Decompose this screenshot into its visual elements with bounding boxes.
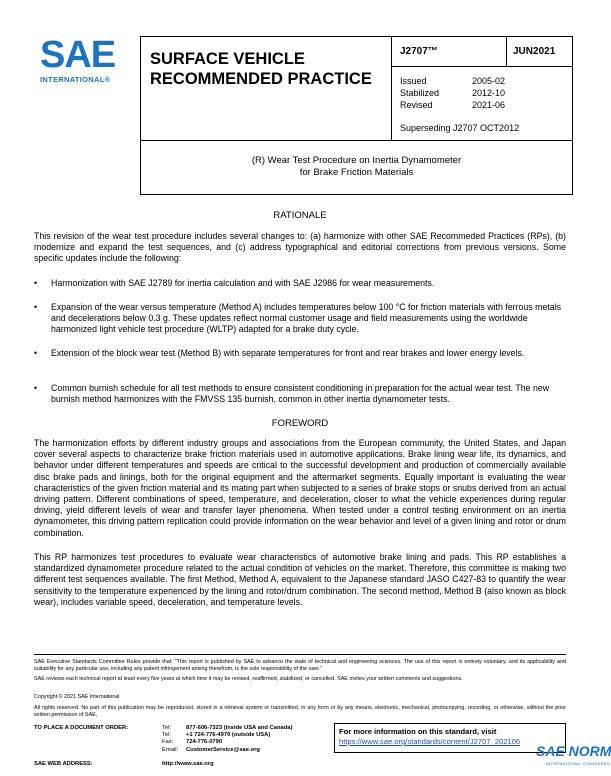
rationale-intro: This revision of the wear test procedure includes several changes to: (a) harmonize with other SAE Recommeded Practices (RPs), (b) modernize and expand the test sequences, and (c) address typographical and editorial corrections from previous versions. Some specific updates include the following: (34, 231, 566, 264)
watermark-text: SAE NORM (536, 743, 611, 759)
tel1-value: 877-606-7323 (inside USA and Canada) (186, 725, 293, 731)
revised-value: 2021-06 (472, 100, 506, 110)
superseding-note: Superseding J2707 OCT2012 (400, 123, 520, 133)
fax-value: 724-776-0790 (186, 739, 223, 746)
bullet-icon: • (34, 278, 38, 288)
email-label: Email: (162, 746, 179, 753)
doc-title-line-1: (R) Wear Test Procedure on Inertia Dynamometer (251, 155, 462, 166)
web-link[interactable]: http://www.sae.org (162, 761, 214, 767)
rationale-heading: RATIONALE (273, 210, 327, 221)
stabilized-value: 2012-10 (472, 88, 506, 98)
header-title-cell (141, 37, 392, 140)
bullet-icon: • (34, 348, 38, 358)
web-label: SAE WEB ADDRESS: (34, 761, 93, 767)
doc-title-line-2: for Brake Friction Materials (299, 167, 414, 178)
issued-label: Issued (400, 76, 427, 86)
bullet-icon: • (34, 302, 38, 312)
order-label: TO PLACE A DOCUMENT ORDER: (34, 725, 129, 731)
issued-value: 2005-02 (472, 76, 506, 86)
sae-norm-watermark (536, 743, 611, 773)
title-line-1: SURFACE VEHICLE (150, 50, 305, 68)
tel2-value: +1 724-776-4970 (outside USA) (186, 732, 271, 739)
date-history (400, 75, 505, 111)
more-info-box (334, 723, 566, 753)
document-date: JUN2021 (506, 37, 572, 66)
header-box (140, 36, 573, 141)
document-number: J2707™ (400, 46, 438, 57)
watermark-subtext: INTERNATIONAL STANDARDS (546, 761, 610, 766)
sae-logo (34, 34, 120, 90)
bullet-text: Extension of the block wear test (Method B) with separate temperatures for front and rear brakes and lower energy levels. (51, 348, 525, 358)
committee-rules: SAE Executive Standards Committee Rules provide that: “This report is published by SAE to advance the state of technical and engineering sciences. The use of this report is entirely voluntary, and its applicability and suitability for any particular use, including any patent infringement arising therefrom, is the sole responsibility of the user.” (34, 659, 566, 672)
footer-divider (34, 654, 566, 655)
tel2-label: Tel: (162, 732, 172, 739)
bullet-icon: • (34, 383, 38, 393)
bullet-text: Harmonization with SAE J2789 for inertia calculation and with SAE J2986 for wear measurements. (51, 278, 435, 288)
web-address (34, 761, 214, 767)
review-note: SAE reviews each technical report at least every five years at which time it may be revised, reaffirmed, stabilized, or cancelled. SAE invites your written comments and suggestions. (34, 676, 463, 682)
revised-label: Revised (400, 100, 433, 110)
foreword-paragraph-1: The harmonization efforts by different industry groups and associations from the European community, the United States, and Japan cover several aspects to characterize brake friction materials used in automotive applications. Brake lining wear life, its dynamics, and behavior under different temperatures and speeds are critical to the successful development and production of commercially available disc brake pads and linings, both for the original equipment and the aftermarket segments. Equally important is evaluating the wear characteristics of the given friction material and its mating part when subjected to a series of brake stops or snubs derived from an actual driving pattern. Different combinations of speed, temperature, and deceleration, closer to what the vehicle experiences during regular driving, yield different levels of wear and transfer layer phenomena. When tested under a control testing environment on an inertia dynamometer, this driving pattern replication could provide information on the wear behavior and level of a given lining and rotor or drum combination. (34, 438, 566, 538)
stabilized-label: Stabilized (400, 88, 440, 98)
tel1-label: Tel: (162, 725, 172, 731)
foreword-heading: FOREWORD (271, 418, 329, 429)
document-title-box (140, 140, 573, 195)
header-doc-cell (392, 37, 572, 67)
bullet-text: Common burnish schedule for all test methods to ensure consistent conditioning in preparation for the actual wear test. The new burnish method harmonizes with the FMVSS 135 burnish, common in other inertia dynamometer tests. (51, 383, 550, 405)
document-type-title (150, 49, 372, 89)
logo-subtitle: INTERNATIONAL® (40, 75, 111, 84)
standard-link[interactable]: https://www.sae.org/standards/content/J2707_202106 (339, 737, 521, 746)
copyright: Copyright © 2021 SAE International (34, 694, 120, 700)
foreword-paragraph-2: This RP harmonizes test procedures to evaluate wear characteristics of automotive brake lining and pads. This RP establishes a standardized dynamometer procedure related to the actual condition of vehicles on the market. Therefore, this committee is making two different test sequences available. The first Method, Method A, equivalent to the Japanese standard JASO C427-83 to quantify the wear sensitivity to the temperature experienced by the lining and rotor/drum combination. The second method, Method B (also known as block wear), includes variable speed, deceleration, and temperature levels. (34, 552, 566, 607)
title-line-2: RECOMMENDED PRACTICE (150, 70, 372, 88)
rights-notice: All rights reserved. No part of this publication may be reproduced, stored in a retrieval system or transmitted, in any form or by any means, electronic, mechanical, photocopying, recording, or otherwise, without the prior written permission of SAE. (34, 705, 566, 718)
bullet-text: Expansion of the wear versus temperature (Method A) includes temperatures below 100 °C for friction materials with ferrous metals and decelerations below 0.3 g. These updates reflect normal customer usage and field measurements using the worldwide harmonized light vehicle test procedure (WLTP) adapted for a brake duty cycle. (51, 302, 562, 335)
more-info-title: For more information on this standard, visit (339, 727, 497, 736)
fax-label: Fax: (162, 739, 174, 746)
email-value: CustomerService@sae.org (186, 746, 260, 753)
logo-mark: SAE (40, 34, 116, 76)
